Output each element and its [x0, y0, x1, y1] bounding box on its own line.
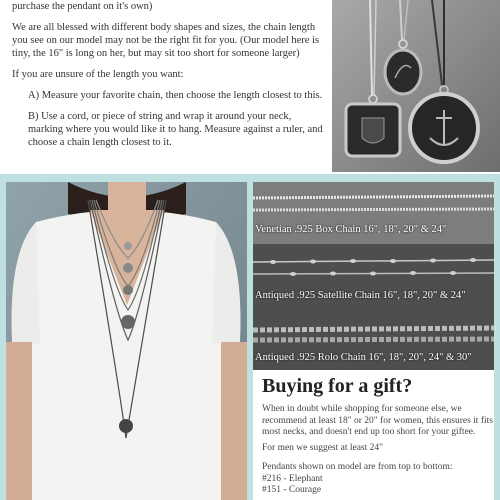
intro-line: purchase the pendant on it's own)	[12, 1, 153, 12]
unsure-paragraph: If you are unsure of the length you want:	[12, 69, 184, 80]
right-border	[494, 174, 500, 500]
model-illustration	[6, 182, 247, 500]
pendant-item: #216 - Elephant	[262, 473, 323, 484]
gift-section	[262, 374, 494, 497]
option-a: A) Measure your favorite chain, then choose the length closest to this.	[28, 90, 323, 101]
pendants-heading: Pendants shown on model are from top to bottom:	[262, 462, 453, 472]
pendants-illustration	[332, 0, 500, 172]
gift-body	[262, 404, 494, 497]
model-photo	[6, 182, 247, 500]
option-b: B) Use a cord, or piece of string and wrap it around your neck, marking where you would like it to hang. Measure against a ruler, and choose a chain length closest to it.	[28, 111, 323, 148]
rolo-chain-label: Antiqued .925 Rolo Chain 16", 18", 20", 24" & 30"	[255, 352, 472, 363]
chains-photo	[253, 182, 494, 370]
satellite-chain-label: Antiqued .925 Satellite Chain 16", 18", 20" & 24"	[255, 290, 466, 301]
pendant-photo	[332, 0, 500, 172]
body-shapes-paragraph: We are all blessed with different body shapes and sizes, the chain length you see on our model may not be the right fit for you. (Our model here is tiny, the 16" is long on her, but may sit too short for someone larger)	[12, 22, 320, 59]
chains-illustration	[253, 182, 494, 370]
men-recommendation: For men we suggest at least 24"	[262, 442, 384, 453]
pendant-item: #151 - Courage	[262, 485, 322, 495]
sizing-instructions	[12, 0, 324, 157]
venetian-chain-label: Venetian .925 Box Chain 16", 18", 20" & 24"	[255, 224, 447, 235]
gift-recommendation: When in doubt while shopping for someone else, we recommend at least 18" or 20" for women, this ensures it fits most necks, and doesn't end up too short for your giftee.	[262, 404, 493, 437]
gift-title: Buying for a gift?	[262, 375, 413, 397]
